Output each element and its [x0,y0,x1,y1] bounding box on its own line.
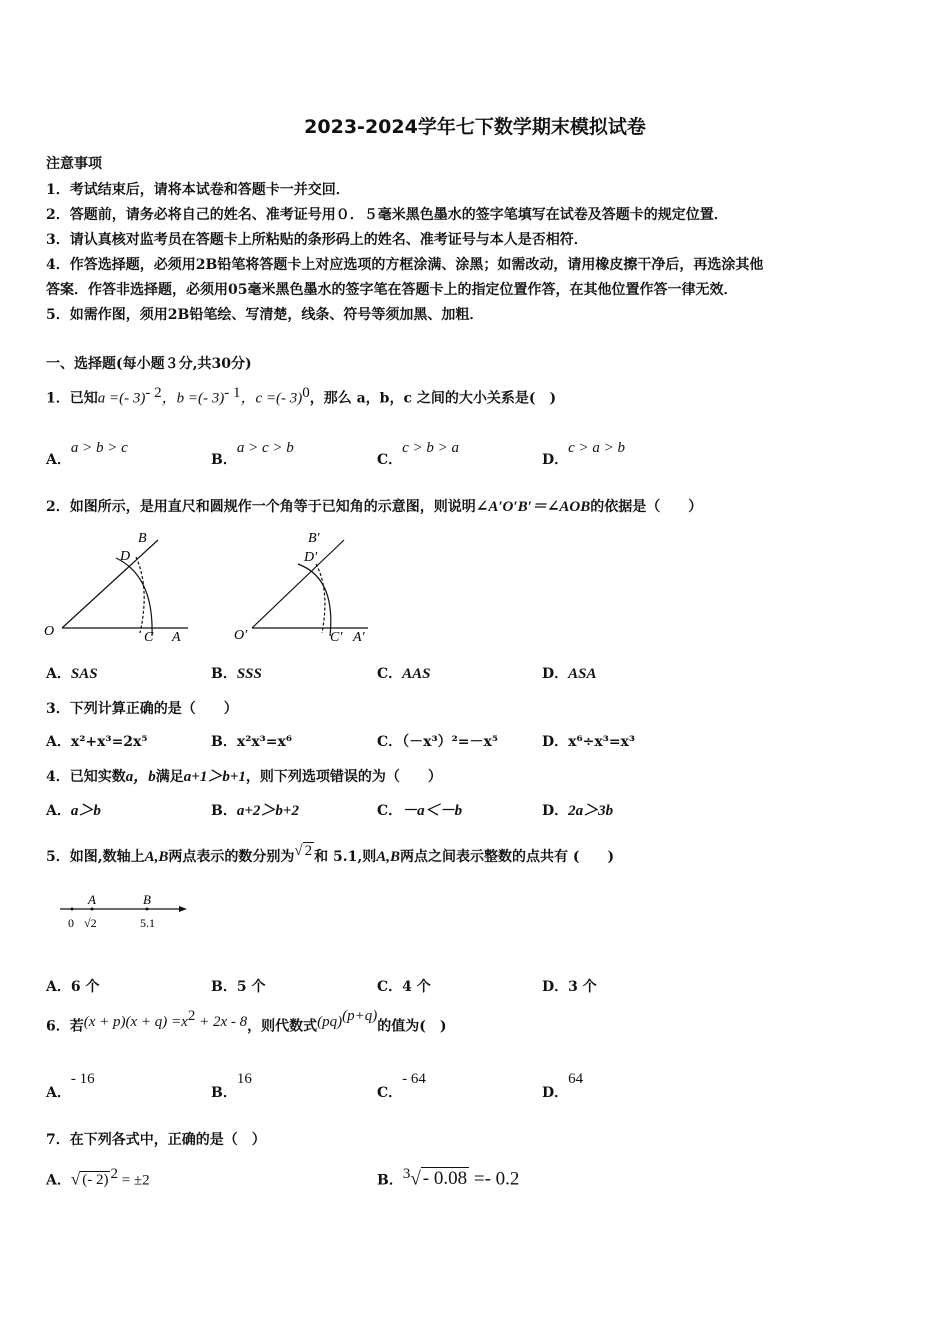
option-c[interactable]: C．4 个 [377,979,431,995]
option-a[interactable]: A．SAS [46,666,98,682]
option-a[interactable]: A．√ (- 2) $^2$ = ±2 [46,1166,150,1189]
option-c[interactable]: C．（－x³）²=－x⁵ [377,734,498,750]
label-zero: 0 [68,916,74,930]
label-5-1: 5.1 [140,916,155,930]
option-a[interactable]: A．6 个 [46,979,100,995]
notice-line: 5．如需作图，须用2B铅笔绘、写清楚，线条、符号等须加黑、加粗． [46,307,484,323]
notice-line: 3．请认真核对监考员在答题卡上所粘贴的条形码上的姓名、准考证号与本人是否相符． [46,232,588,248]
label-b-prime: B′ [308,531,320,546]
label-o-prime: O′ [234,628,248,643]
option-a[interactable]: A．x²+x³=2x⁵ [46,734,148,750]
label-b: B [138,531,147,546]
notice-heading: 注意事项 [46,156,102,172]
label-c-prime: C′ [330,630,343,645]
label-d-prime: D′ [304,550,318,565]
angle-construction-figure [40,528,385,648]
notice-line: 1．考试结束后，请将本试卷和答题卡一并交回． [46,182,350,198]
label-b: B [143,892,151,907]
number-line-figure [56,890,196,935]
option-b[interactable]: B．5 个 [211,979,266,995]
question-7-stem: 7．在下列各式中，正确的是（ ） [46,1132,266,1148]
question-4-stem: 4．已知实数a，b满足a+1＞b+1，则下列选项错误的为（ ） [46,769,442,785]
option-d[interactable]: D．c > a > b [542,440,626,468]
option-b[interactable]: B．$^3$√ - 0.08 =- 0.2 [377,1166,520,1190]
option-a[interactable]: A．a＞b [46,803,101,819]
option-a[interactable]: A．a > b > c [46,440,128,468]
option-b[interactable]: B．SSS [211,666,262,682]
point-b [146,908,149,911]
question-6-stem: 6．若$(x + p)(x + q) =x^2 + 2x - 8$，则代数式(pq)$^{(p+q)}$的值为( ) [46,1008,447,1035]
option-b[interactable]: B．a+2＞b+2 [211,803,299,819]
notice-line: 答案．作答非选择题，必须用05毫米黑色墨水的签字笔在答题卡上的指定位置作答，在其他位置作答一律无效． [46,282,738,298]
option-b[interactable]: B．a > c > b [211,440,294,468]
label-a: A [172,630,181,645]
question-5-stem: 5．如图,数轴上A,B两点表示的数分别为√ 2 和 5.1,则A,B两点之间表示整数的点共有 ( ) [46,843,615,865]
page-title: 2023-2024学年七下数学期末模拟试卷 [304,116,646,138]
option-c[interactable]: C．- 64 [377,1071,426,1101]
option-d[interactable]: D．x⁶÷x³=x³ [542,734,636,750]
option-d[interactable]: D．3 个 [542,979,597,995]
notice-line: 2．答题前，请务必将自己的姓名、准考证号用０．５毫米黑色墨水的签字笔填写在试卷及答题卡的规定位置． [46,207,728,223]
option-d[interactable]: D．ASA [542,666,597,682]
option-c[interactable]: C．c > b > a [377,440,460,468]
option-b[interactable]: B．x²x³=x⁶ [211,734,293,750]
option-b[interactable]: B．16 [211,1071,252,1101]
option-d[interactable]: D．64 [542,1071,584,1101]
notice-line: 4．作答选择题，必须用2B铅笔将答题卡上对应选项的方框涂满、涂黑；如需改动，请用橡皮擦干净后，再选涂其他 [46,257,764,273]
point-a [91,908,94,911]
question-1-stem: 1．已知a =(- 3)$^{- 2}$，b =(- 3)$^{- 1}$，c =(- 3)$^0$，那么 a，b，c 之间的大小关系是( ) [46,385,557,407]
question-2-stem: 2．如图所示，是用直尺和圆规作一个角等于已知角的示意图，则说明∠A′O′B′＝∠AOB的依据是（ ） [46,499,703,515]
label-sqrt2: √2 [84,916,97,930]
question-3-stem: 3．下列计算正确的是（ ） [46,701,238,717]
label-c: C [144,630,154,645]
option-c[interactable]: C．AAS [377,666,431,682]
option-a[interactable]: A．- 16 [46,1071,95,1101]
label-o: O [44,624,55,639]
section-heading: 一、选择题(每小题３分,共30分) [46,356,252,372]
label-a: A [88,892,96,907]
option-c[interactable]: C．－a＜－b [377,803,463,819]
point-zero [71,908,74,911]
option-d[interactable]: D．2a＞3b [542,803,614,819]
label-a-prime: A′ [353,630,365,645]
label-d: D [120,549,131,564]
